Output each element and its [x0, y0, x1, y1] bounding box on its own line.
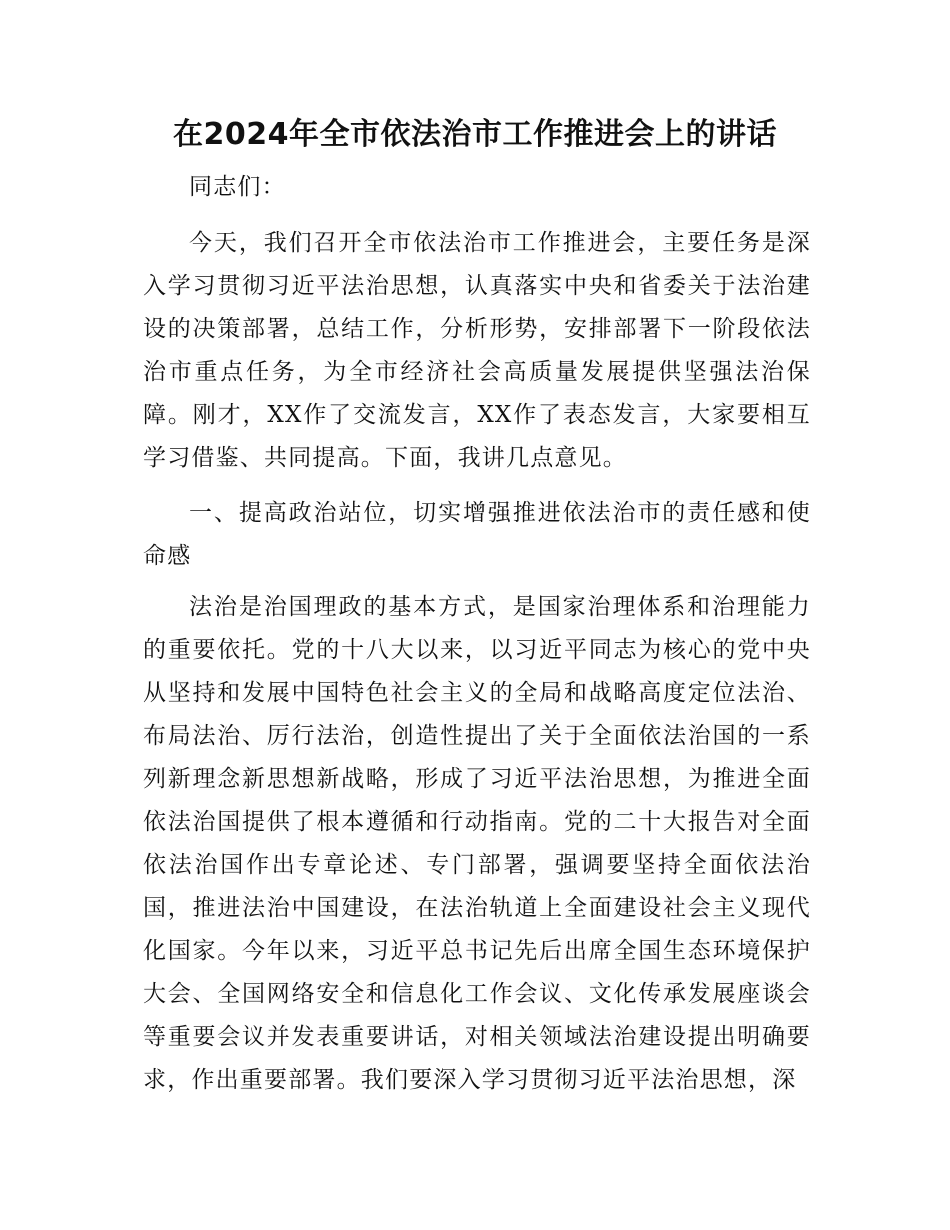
salutation: 同志们：	[189, 174, 286, 200]
section-heading-1: 一、提高政治站位，切实增强推进依法治市的责任感和使命感	[143, 500, 811, 569]
paragraph-intro: 今天，我们召开全市依法治市工作推进会，主要任务是深入学习贯彻习近平法治思想，认真落实中央和省委关于法治建设的决策部署，总结工作，分析形势，安排部署下一阶段依法治市重点任务，为全市经济社会高质量发展提供坚强法治保障。刚才，XX作了交流发言，XX作了表态发言，大家要相互学习借鉴、共同提高。下面，我讲几点意见。	[143, 230, 811, 471]
paragraph-body: 法治是治国理政的基本方式，是国家治理体系和治理能力的重要依托。党的十八大以来，以习近平同志为核心的党中央从坚持和发展中国特色社会主义的全局和战略高度定位法治、布局法治、厉行法治，创造性提出了关于全面依法治国的一系列新理念新思想新战略，形成了习近平法治思想，为推进全面依法治国提供了根本遵循和行动指南。党的二十大报告对全面依法治国作出专章论述、专门部署，强调要坚持全面依法治国，推进法治中国建设，在法治轨道上全面建设社会主义现代化国家。今年以来，习近平总书记先后出席全国生态环境保护大会、全国网络安全和信息化工作会议、文化传承发展座谈会等重要会议并发表重要讲话，对相关领域法治建设提出明确要求，作出重要部署。我们要深入学习贯彻习近平法治思想，深	[143, 594, 811, 1093]
document-title: 在2024年全市依法治市工作推进会上的讲话	[173, 117, 777, 152]
